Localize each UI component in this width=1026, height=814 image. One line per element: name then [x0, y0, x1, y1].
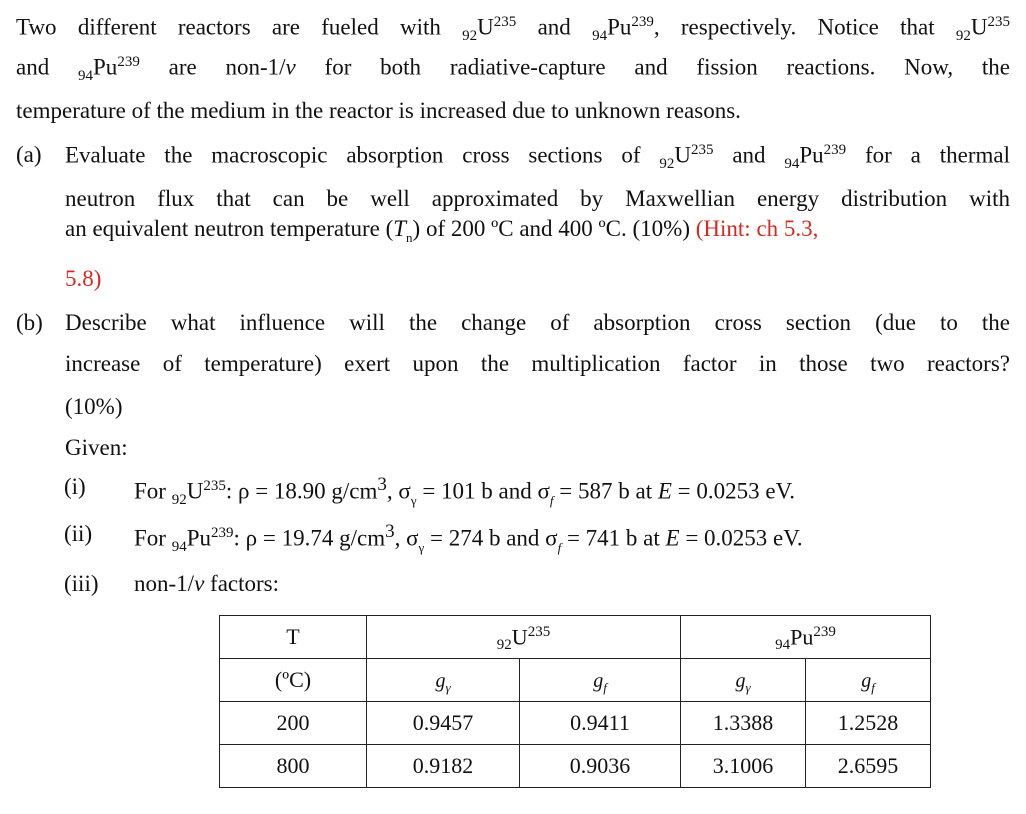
- header-u-g-f: $g_f$: [520, 659, 681, 702]
- cell-u-g-gamma: 0.9182: [367, 745, 520, 788]
- part-a-line-2: neutron flux that can be well approximated by Maxwellian energy distribution with: [65, 186, 1010, 211]
- intro-line-2: and $_{94}Pu^{239}$ are non-1/ν for both radiative-capture and fission reactions. Now, the: [16, 54, 1010, 84]
- header-pu-g-gamma: $g_\gamma$: [681, 659, 806, 702]
- part-b-line-3: (10%): [65, 394, 123, 419]
- header-u-g-gamma: $g_\gamma$: [367, 659, 520, 702]
- cell-u-g-f: 0.9036: [520, 745, 681, 788]
- cell-u-g-gamma: 0.9457: [367, 702, 520, 745]
- header-pu239: $_{94}Pu^{239}$: [681, 616, 931, 659]
- intro-line-1: Two different reactors are fueled with $_{92}U^{235}$ and $_{94}Pu^{239}$, respectively. Notice that $_{92}U^{235}$: [16, 14, 1010, 44]
- cell-pu-g-f: 1.2528: [806, 702, 931, 745]
- non-1-v-factors-table: [219, 615, 931, 788]
- table-header-row-1: [220, 616, 931, 659]
- hint-text-cont: 5.8): [65, 266, 102, 291]
- table-row: [220, 745, 931, 788]
- cell-t: 200: [220, 702, 367, 745]
- table-row: [220, 702, 931, 745]
- given-title: Given:: [65, 435, 128, 460]
- header-u235: $_{92}U^{235}$: [367, 616, 681, 659]
- part-a-line-1: Evaluate the macroscopic absorption cross sections of $_{92}U^{235}$ and $_{94}Pu^{239}$ for a thermal: [65, 142, 1010, 172]
- cell-u-g-f: 0.9411: [520, 702, 681, 745]
- hint-text: (Hint: ch 5.3,: [695, 216, 819, 241]
- cell-pu-g-gamma: 3.1006: [681, 745, 806, 788]
- part-a-tag: (a): [16, 142, 42, 167]
- cell-t: 800: [220, 745, 367, 788]
- header-pu-g-f: $g_f$: [806, 659, 931, 702]
- cell-pu-g-gamma: 1.3388: [681, 702, 806, 745]
- intro-line-3: temperature of the medium in the reactor is increased due to unknown reasons.: [16, 98, 741, 123]
- part-b-line-2: increase of temperature) exert upon the multiplication factor in those two reactors?: [65, 351, 1010, 376]
- header-t: T: [220, 616, 367, 659]
- cell-pu-g-f: 2.6595: [806, 745, 931, 788]
- header-unit: (ºC): [220, 659, 367, 702]
- table-header-row-2: [220, 659, 931, 702]
- part-b-line-1: Describe what influence will the change of absorption cross section (due to the: [65, 310, 1010, 335]
- part-b-tag: (b): [16, 310, 43, 335]
- part-a-line-3: an equivalent neutron temperature $(T_n)$ of 200 ºC and 400 ºC. (10%) (Hint: ch 5.3,: [65, 216, 819, 245]
